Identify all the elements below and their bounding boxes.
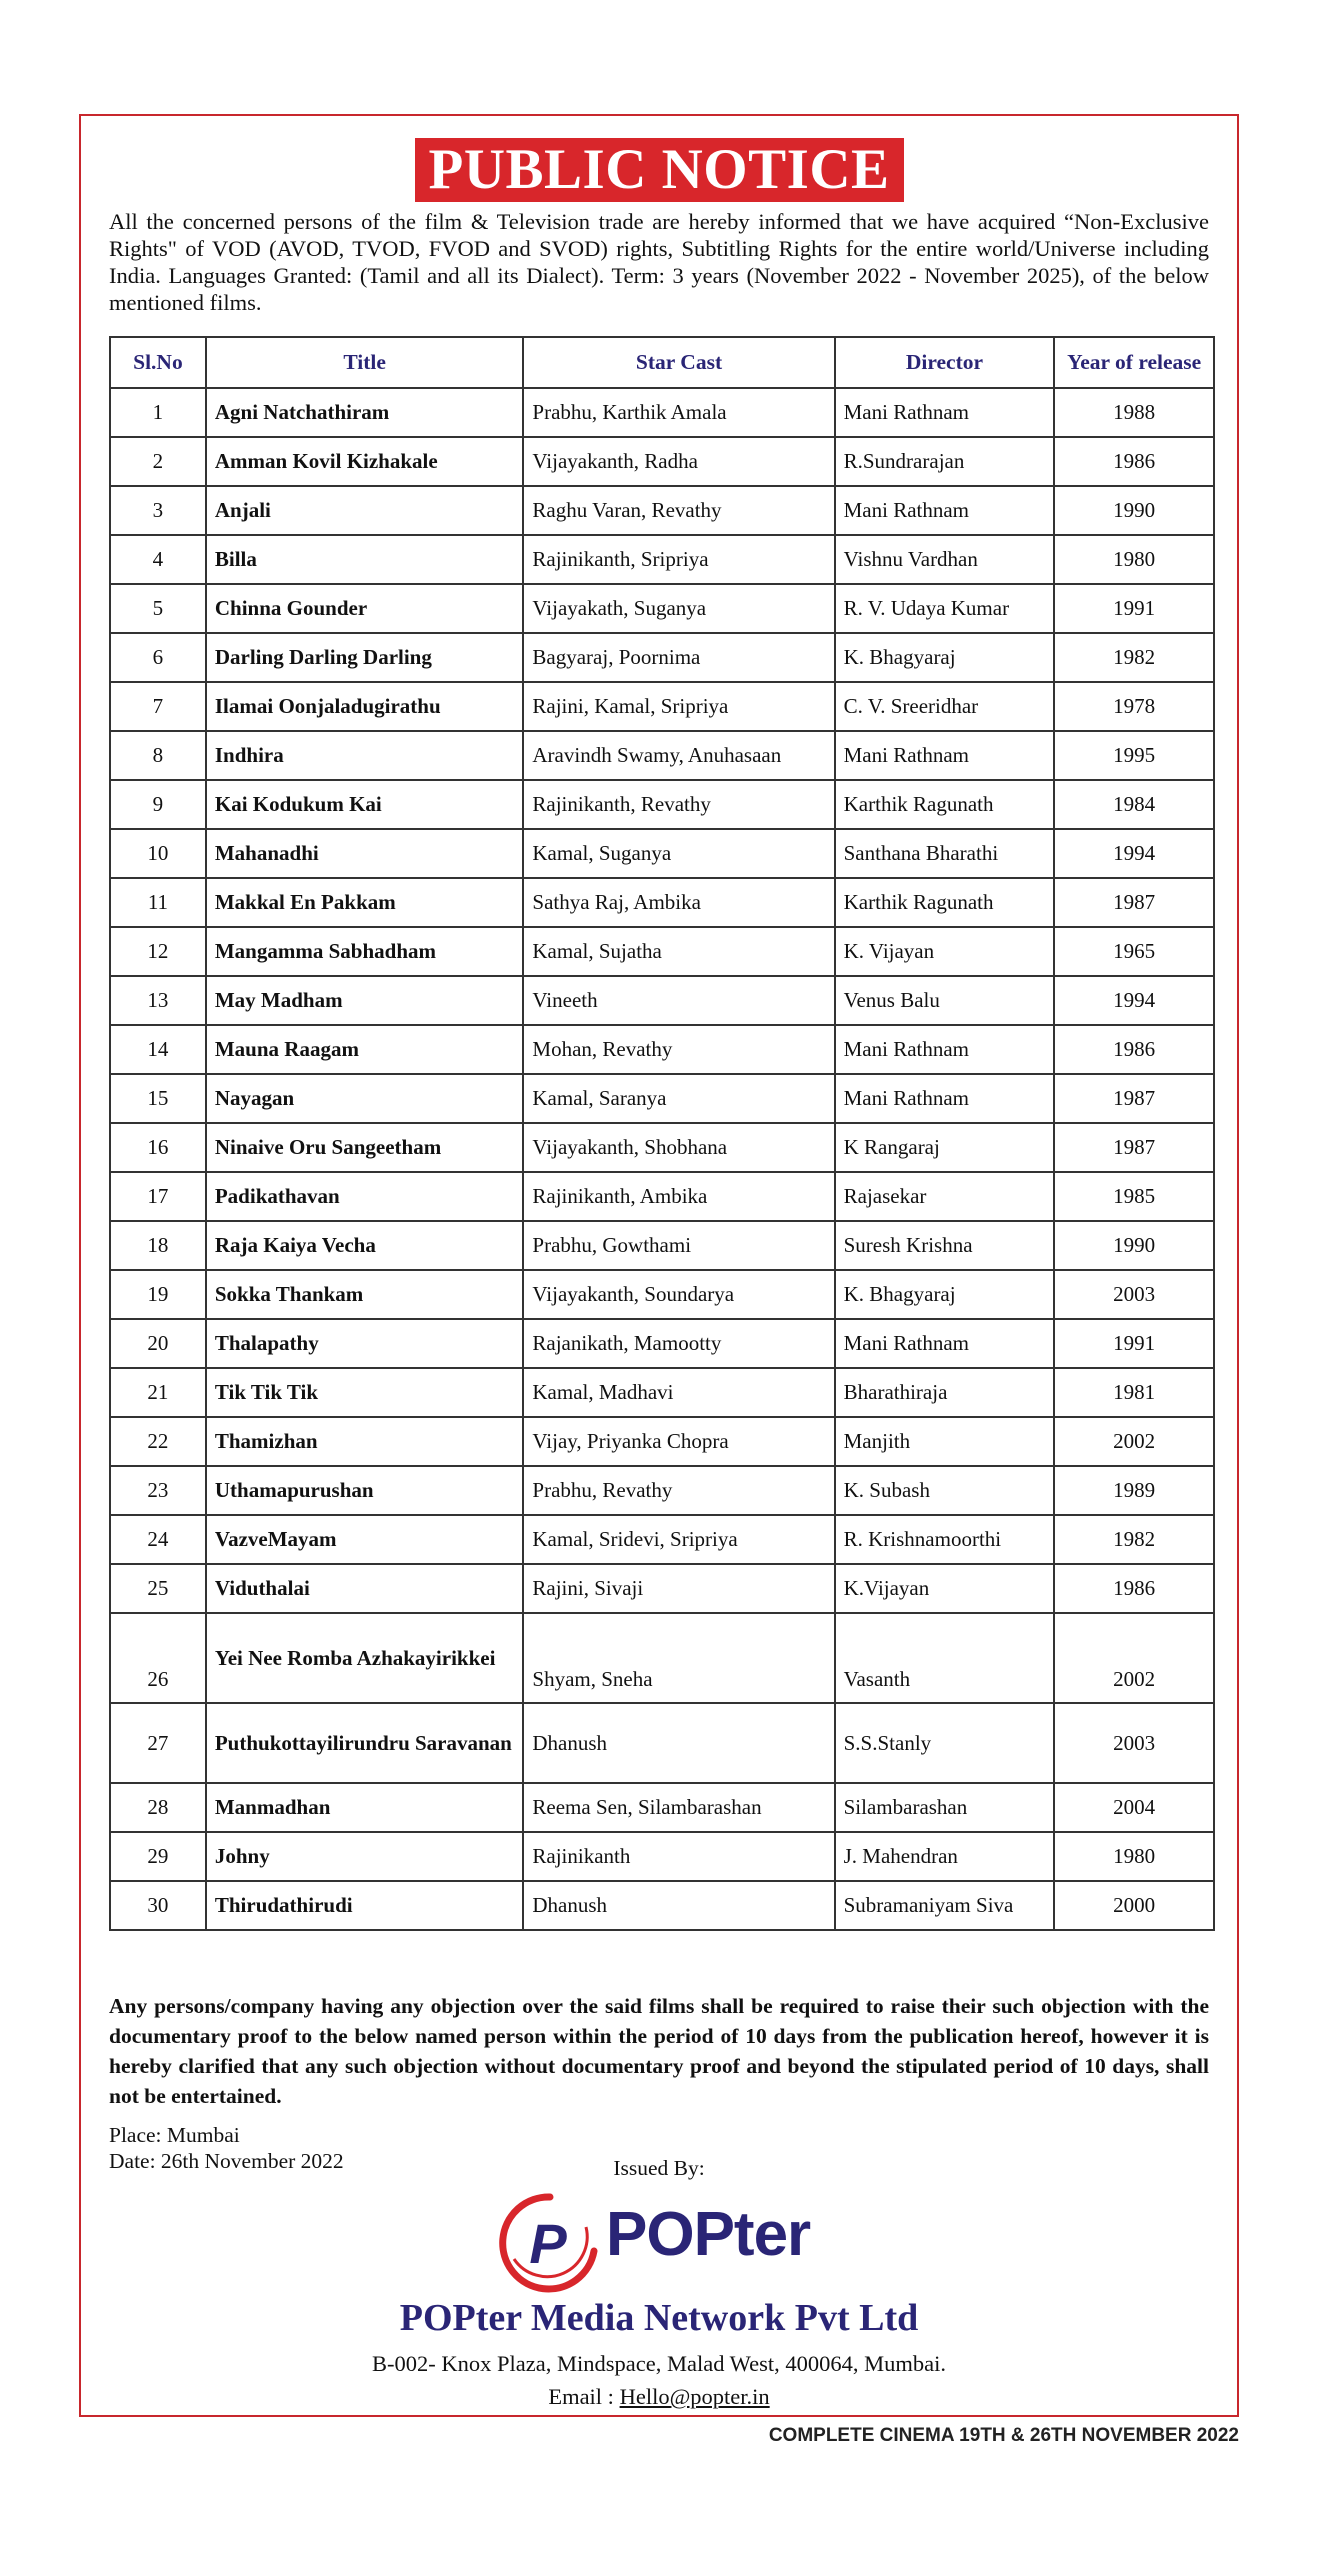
cell-title: Sokka Thankam — [206, 1270, 524, 1319]
cell-title: Puthukottayilirundru Saravanan — [206, 1703, 524, 1783]
cell-year: 1980 — [1054, 1832, 1214, 1881]
cell-title: Makkal En Pakkam — [206, 878, 524, 927]
cell-title: Agni Natchathiram — [206, 388, 524, 437]
logo-mark: P — [529, 2212, 567, 2275]
cell-star-cast: Vijayakanth, Soundarya — [523, 1270, 834, 1319]
cell-slno: 15 — [110, 1074, 206, 1123]
cell-year: 2002 — [1054, 1417, 1214, 1466]
cell-slno: 4 — [110, 535, 206, 584]
cell-slno: 9 — [110, 780, 206, 829]
cell-title: Kai Kodukum Kai — [206, 780, 524, 829]
cell-slno: 8 — [110, 731, 206, 780]
cell-year: 1990 — [1054, 486, 1214, 535]
cell-star-cast: Kamal, Saranya — [523, 1074, 834, 1123]
cell-year: 1987 — [1054, 878, 1214, 927]
cell-star-cast: Rajinikanth — [523, 1832, 834, 1881]
cell-slno: 22 — [110, 1417, 206, 1466]
table-row — [110, 1417, 1214, 1466]
cell-director: R.Sundrarajan — [835, 437, 1055, 486]
cell-slno: 28 — [110, 1783, 206, 1832]
cell-year: 1980 — [1054, 535, 1214, 584]
cell-title: Mangamma Sabhadham — [206, 927, 524, 976]
cell-director: Silambarashan — [835, 1783, 1055, 1832]
cell-star-cast: Vijayakanth, Shobhana — [523, 1123, 834, 1172]
cell-slno: 1 — [110, 388, 206, 437]
cell-slno: 16 — [110, 1123, 206, 1172]
cell-slno: 11 — [110, 878, 206, 927]
cell-year: 1982 — [1054, 1515, 1214, 1564]
cell-director: R. V. Udaya Kumar — [835, 584, 1055, 633]
table-row — [110, 1564, 1214, 1613]
cell-star-cast: Shyam, Sneha — [523, 1613, 834, 1703]
table-row — [110, 927, 1214, 976]
cell-slno: 7 — [110, 682, 206, 731]
cell-director: Manjith — [835, 1417, 1055, 1466]
cell-title: Anjali — [206, 486, 524, 535]
cell-star-cast: Vineeth — [523, 976, 834, 1025]
cell-year: 1986 — [1054, 1564, 1214, 1613]
table-row — [110, 1074, 1214, 1123]
cell-slno: 20 — [110, 1319, 206, 1368]
table-row — [110, 1466, 1214, 1515]
cell-slno: 10 — [110, 829, 206, 878]
table-row — [110, 584, 1214, 633]
header-star-cast: Star Cast — [523, 337, 834, 388]
cell-title: VazveMayam — [206, 1515, 524, 1564]
cell-director: Vishnu Vardhan — [835, 535, 1055, 584]
cell-title: Billa — [206, 535, 524, 584]
cell-director: K. Bhagyaraj — [835, 1270, 1055, 1319]
cell-director: Rajasekar — [835, 1172, 1055, 1221]
cell-director: Mani Rathnam — [835, 1319, 1055, 1368]
email-line — [81, 2384, 1237, 2410]
cell-director: J. Mahendran — [835, 1832, 1055, 1881]
table-row — [110, 1123, 1214, 1172]
issued-by-label: Issued By: — [613, 2156, 705, 2180]
cell-star-cast: Dhanush — [523, 1881, 834, 1930]
cell-star-cast: Rajinikanth, Ambika — [523, 1172, 834, 1221]
cell-star-cast: Aravindh Swamy, Anuhasaan — [523, 731, 834, 780]
table-row — [110, 1270, 1214, 1319]
cell-title: Thamizhan — [206, 1417, 524, 1466]
cell-slno: 27 — [110, 1703, 206, 1783]
cell-director: Karthik Ragunath — [835, 780, 1055, 829]
cell-slno: 18 — [110, 1221, 206, 1270]
cell-director: Mani Rathnam — [835, 486, 1055, 535]
cell-star-cast: Rajini, Kamal, Sripriya — [523, 682, 834, 731]
logo-wordmark: POPter — [606, 2200, 811, 2269]
cell-slno: 2 — [110, 437, 206, 486]
footer-credit: COMPLETE CINEMA 19TH & 26TH NOVEMBER 2022 — [768, 2425, 1239, 2446]
table-row — [110, 535, 1214, 584]
cell-director: Santhana Bharathi — [835, 829, 1055, 878]
cell-year: 2002 — [1054, 1613, 1214, 1703]
cell-star-cast: Dhanush — [523, 1703, 834, 1783]
cell-title: Thirudathirudi — [206, 1881, 524, 1930]
cell-year: 1965 — [1054, 927, 1214, 976]
cell-star-cast: Prabhu, Gowthami — [523, 1221, 834, 1270]
cell-year: 1990 — [1054, 1221, 1214, 1270]
cell-star-cast: Reema Sen, Silambarashan — [523, 1783, 834, 1832]
cell-director: Mani Rathnam — [835, 1074, 1055, 1123]
cell-star-cast: Prabhu, Revathy — [523, 1466, 834, 1515]
cell-slno: 12 — [110, 927, 206, 976]
cell-star-cast: Rajinikanth, Revathy — [523, 780, 834, 829]
cell-year: 1987 — [1054, 1074, 1214, 1123]
table-row — [110, 829, 1214, 878]
table-row — [110, 1703, 1214, 1783]
cell-year: 1995 — [1054, 731, 1214, 780]
films-table — [109, 336, 1215, 1931]
cell-title: Johny — [206, 1832, 524, 1881]
cell-slno: 19 — [110, 1270, 206, 1319]
cell-director: Bharathiraja — [835, 1368, 1055, 1417]
cell-title: Manmadhan — [206, 1783, 524, 1832]
cell-title: Ilamai Oonjaladugirathu — [206, 682, 524, 731]
cell-director: Karthik Ragunath — [835, 878, 1055, 927]
cell-slno: 30 — [110, 1881, 206, 1930]
cell-year: 2004 — [1054, 1783, 1214, 1832]
cell-director: S.S.Stanly — [835, 1703, 1055, 1783]
table-row — [110, 1515, 1214, 1564]
cell-star-cast: Kamal, Sridevi, Sripriya — [523, 1515, 834, 1564]
cell-director: Vasanth — [835, 1613, 1055, 1703]
cell-slno: 17 — [110, 1172, 206, 1221]
table-body — [110, 388, 1214, 1930]
notice-title: PUBLIC NOTICE — [415, 138, 904, 202]
cell-year: 1985 — [1054, 1172, 1214, 1221]
cell-year: 1981 — [1054, 1368, 1214, 1417]
cell-year: 1991 — [1054, 1319, 1214, 1368]
cell-title: Tik Tik Tik — [206, 1368, 524, 1417]
cell-title: Chinna Gounder — [206, 584, 524, 633]
cell-slno: 24 — [110, 1515, 206, 1564]
cell-year: 1986 — [1054, 1025, 1214, 1074]
cell-year: 1991 — [1054, 584, 1214, 633]
company-address: B-002- Knox Plaza, Mindspace, Malad West, 400064, Mumbai. — [372, 2351, 946, 2376]
cell-slno: 23 — [110, 1466, 206, 1515]
email-link[interactable]: Hello@popter.in — [619, 2384, 770, 2409]
cell-director: C. V. Sreeridhar — [835, 682, 1055, 731]
cell-year: 1994 — [1054, 976, 1214, 1025]
cell-title: Darling Darling Darling — [206, 633, 524, 682]
cell-year: 1986 — [1054, 437, 1214, 486]
table-row — [110, 1368, 1214, 1417]
place-line: Place: Mumbai — [109, 2123, 240, 2147]
header-year: Year of release — [1054, 337, 1214, 388]
cell-slno: 29 — [110, 1832, 206, 1881]
cell-year: 1982 — [1054, 633, 1214, 682]
cell-star-cast: Sathya Raj, Ambika — [523, 878, 834, 927]
cell-star-cast: Rajini, Sivaji — [523, 1564, 834, 1613]
table-row — [110, 1613, 1214, 1703]
cell-year: 2003 — [1054, 1703, 1214, 1783]
cell-slno: 3 — [110, 486, 206, 535]
cell-title: Raja Kaiya Vecha — [206, 1221, 524, 1270]
cell-star-cast: Rajinikanth, Sripriya — [523, 535, 834, 584]
cell-director: Subramaniyam Siva — [835, 1881, 1055, 1930]
header-title: Title — [206, 337, 524, 388]
cell-title: May Madham — [206, 976, 524, 1025]
cell-year: 1988 — [1054, 388, 1214, 437]
company-name: POPter Media Network Pvt Ltd — [399, 2297, 919, 2339]
cell-title: Thalapathy — [206, 1319, 524, 1368]
email-label: Email : — [548, 2384, 620, 2409]
header-slno: Sl.No — [110, 337, 206, 388]
cell-star-cast: Rajanikath, Mamootty — [523, 1319, 834, 1368]
date-line: Date: 26th November 2022 — [109, 2149, 344, 2173]
cell-star-cast: Prabhu, Karthik Amala — [523, 388, 834, 437]
table-row — [110, 682, 1214, 731]
cell-slno: 25 — [110, 1564, 206, 1613]
cell-star-cast: Kamal, Madhavi — [523, 1368, 834, 1417]
cell-slno: 26 — [110, 1613, 206, 1703]
cell-year: 1989 — [1054, 1466, 1214, 1515]
popter-logo — [494, 2189, 834, 2294]
cell-star-cast: Raghu Varan, Revathy — [523, 486, 834, 535]
table-row — [110, 878, 1214, 927]
notice-frame — [79, 114, 1239, 2417]
cell-title: Mahanadhi — [206, 829, 524, 878]
table-row — [110, 1881, 1214, 1930]
cell-star-cast: Kamal, Sujatha — [523, 927, 834, 976]
cell-slno: 13 — [110, 976, 206, 1025]
cell-slno: 14 — [110, 1025, 206, 1074]
cell-director: K. Bhagyaraj — [835, 633, 1055, 682]
table-row — [110, 388, 1214, 437]
table-row — [110, 486, 1214, 535]
table-row — [110, 780, 1214, 829]
cell-star-cast: Vijay, Priyanka Chopra — [523, 1417, 834, 1466]
cell-title: Ninaive Oru Sangeetham — [206, 1123, 524, 1172]
cell-title: Padikathavan — [206, 1172, 524, 1221]
cell-star-cast: Kamal, Suganya — [523, 829, 834, 878]
intro-paragraph: All the concerned persons of the film & Television trade are hereby informed that we have acquired “Non-Exclusive Rights" of VOD (AVOD, TVOD, FVOD and SVOD) rights, Subtitling Rights for the entire world/Universe including India. Languages Granted: (Tamil and all its Dialect). Term: 3 years (November 2022 - November 2025), of the below mentioned films. — [109, 209, 1209, 315]
cell-year: 2000 — [1054, 1881, 1214, 1930]
cell-slno: 6 — [110, 633, 206, 682]
cell-director: K Rangaraj — [835, 1123, 1055, 1172]
cell-director: K.Vijayan — [835, 1564, 1055, 1613]
cell-title: Yei Nee Romba Azhakayirikkei — [206, 1613, 524, 1703]
cell-title: Viduthalai — [206, 1564, 524, 1613]
table-row — [110, 437, 1214, 486]
cell-title: Uthamapurushan — [206, 1466, 524, 1515]
cell-star-cast: Vijayakath, Suganya — [523, 584, 834, 633]
cell-slno: 21 — [110, 1368, 206, 1417]
table-row — [110, 1783, 1214, 1832]
cell-star-cast: Mohan, Revathy — [523, 1025, 834, 1074]
table-header-row — [110, 337, 1214, 388]
cell-year: 1987 — [1054, 1123, 1214, 1172]
table-row — [110, 1832, 1214, 1881]
cell-star-cast: Vijayakanth, Radha — [523, 437, 834, 486]
table-row — [110, 1025, 1214, 1074]
cell-star-cast: Bagyaraj, Poornima — [523, 633, 834, 682]
table-row — [110, 1319, 1214, 1368]
header-director: Director — [835, 337, 1055, 388]
table-row — [110, 1221, 1214, 1270]
cell-year: 2003 — [1054, 1270, 1214, 1319]
cell-title: Indhira — [206, 731, 524, 780]
cell-year: 1994 — [1054, 829, 1214, 878]
cell-director: R. Krishnamoorthi — [835, 1515, 1055, 1564]
cell-director: Suresh Krishna — [835, 1221, 1055, 1270]
cell-director: Mani Rathnam — [835, 388, 1055, 437]
popter-logo-icon — [494, 2189, 606, 2294]
table-row — [110, 976, 1214, 1025]
cell-director: K. Vijayan — [835, 927, 1055, 976]
cell-title: Mauna Raagam — [206, 1025, 524, 1074]
cell-director: K. Subash — [835, 1466, 1055, 1515]
cell-title: Nayagan — [206, 1074, 524, 1123]
cell-year: 1984 — [1054, 780, 1214, 829]
cell-slno: 5 — [110, 584, 206, 633]
cell-director: Venus Balu — [835, 976, 1055, 1025]
table-row — [110, 633, 1214, 682]
objection-paragraph: Any persons/company having any objection over the said films shall be required to raise their such objection with the documentary proof to the below named person within the period of 10 days from the publication hereof, however it is hereby clarified that any such objection without documentary proof and beyond the stipulated period of 10 days, shall not be entertained. — [109, 1994, 1209, 2108]
table-row — [110, 1172, 1214, 1221]
cell-year: 1978 — [1054, 682, 1214, 731]
cell-director: Mani Rathnam — [835, 1025, 1055, 1074]
cell-title: Amman Kovil Kizhakale — [206, 437, 524, 486]
cell-director: Mani Rathnam — [835, 731, 1055, 780]
table-row — [110, 731, 1214, 780]
